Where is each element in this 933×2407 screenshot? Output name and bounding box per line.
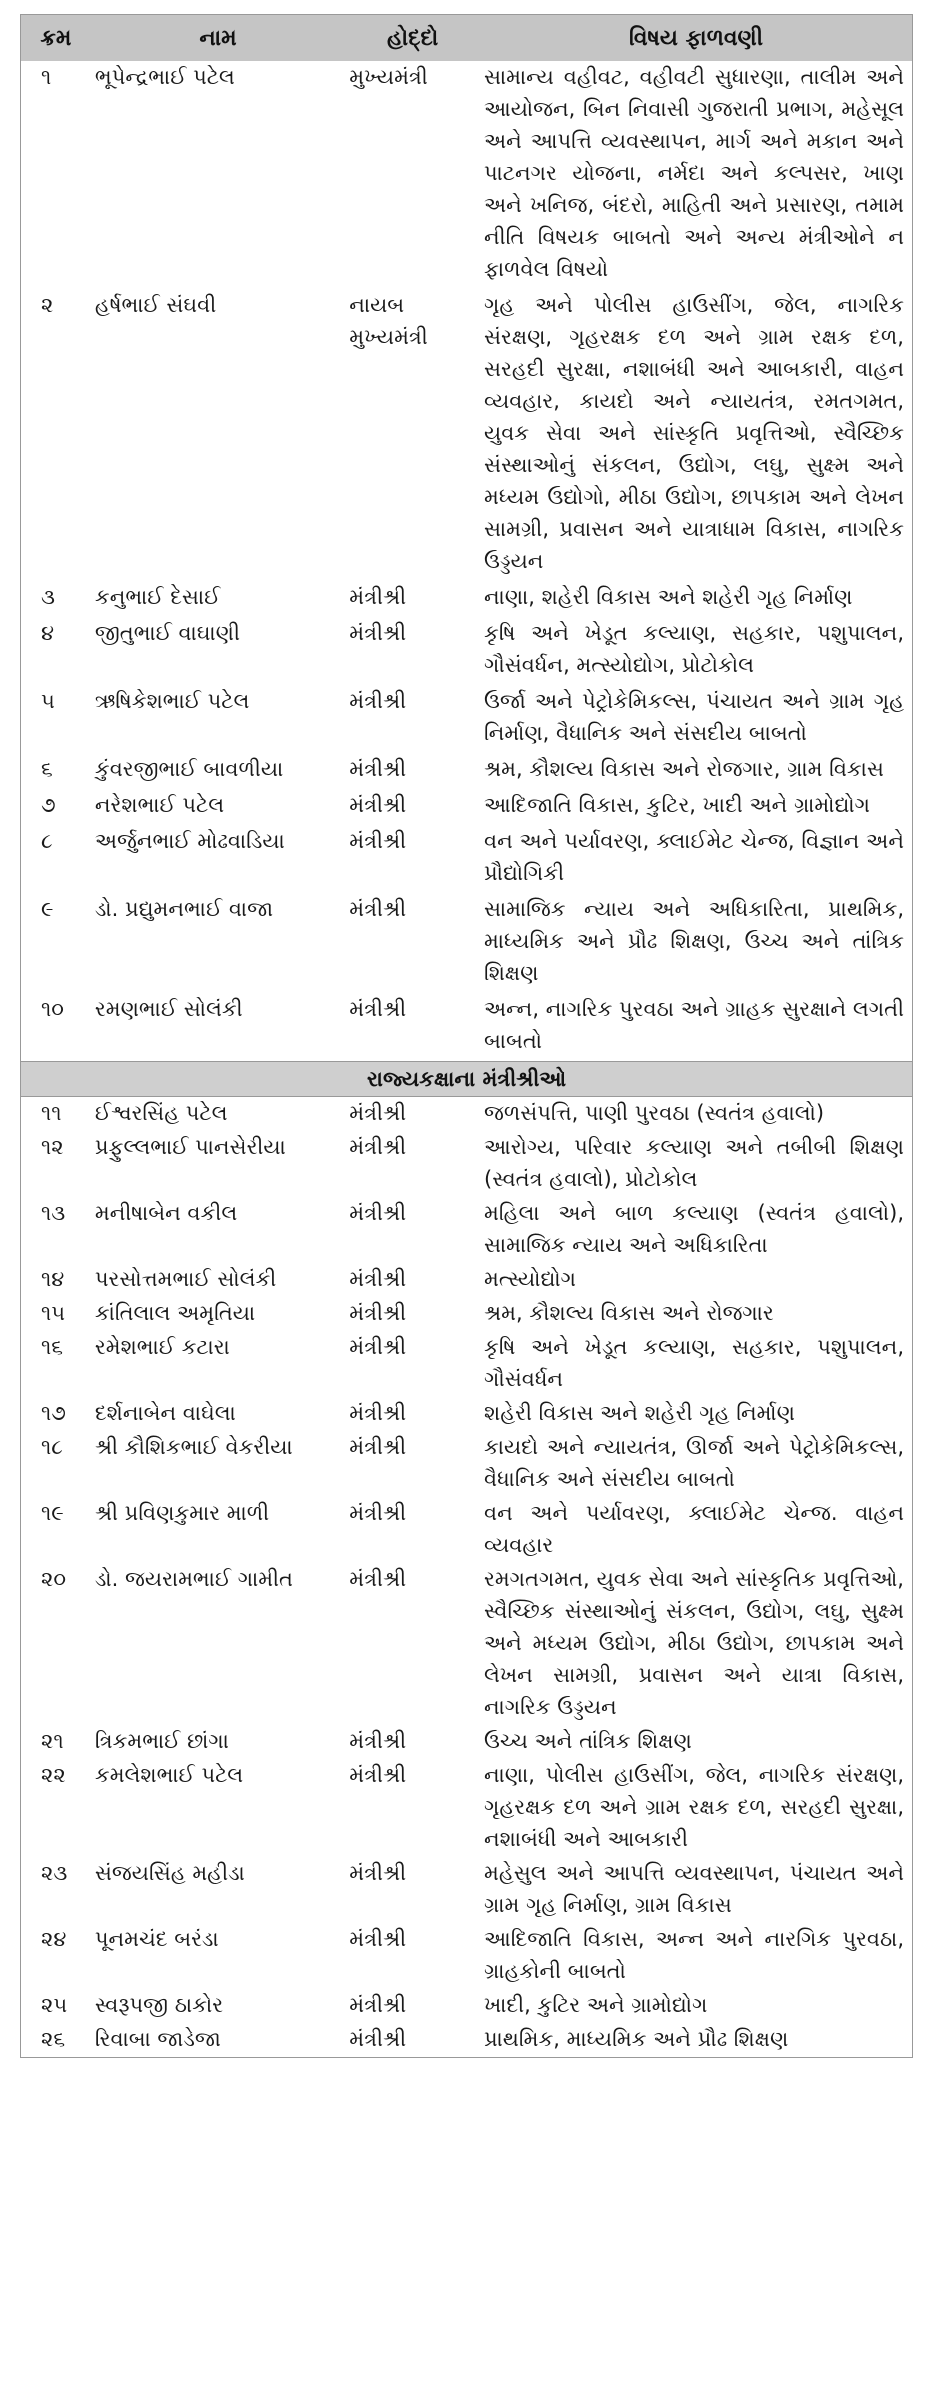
minister-portfolio: કૃષિ અને ખેડૂત કલ્યાણ, સહકાર, પશુપાલન, ગૌસંવર્ધન, મત્સ્યોદ્યોગ, પ્રોટોકોલ — [484, 621, 904, 677]
row-number: ૨૨ — [41, 1763, 66, 1787]
minister-name: દર્શનાબેન વાઘેલા — [94, 1401, 236, 1425]
table-row — [21, 1397, 912, 1429]
row-number: ૨૪ — [41, 1927, 67, 1951]
minister-post: મંત્રીશ્રી — [349, 585, 407, 609]
row-number: ૧૪ — [41, 1267, 65, 1291]
header-post: હોદ્દો — [387, 25, 439, 51]
table-row — [21, 1725, 912, 1757]
table-row — [21, 617, 912, 681]
minister-name: જીતુભાઈ વાઘાણી — [94, 621, 240, 645]
row-number: ૨૩ — [41, 1861, 68, 1885]
table-row — [21, 1923, 912, 1987]
minister-post: મંત્રીશ્રી — [349, 689, 407, 713]
minister-portfolio: ઉચ્ચ અને તાંત્રિક શિક્ષણ — [484, 1729, 692, 1753]
minister-post: મંત્રીશ્રી — [349, 621, 407, 645]
minister-portfolio: ખાદી, કુટિર અને ગ્રામોદ્યોગ — [484, 1993, 708, 2017]
table-row — [21, 1131, 912, 1195]
minister-post: મંત્રીશ્રી — [349, 757, 407, 781]
minister-portfolio: આદિજાતિ વિકાસ, કુટિર, ખાદી અને ગ્રામોદ્યોગ — [484, 793, 870, 817]
minister-name: હર્ષભાઈ સંઘવી — [94, 293, 217, 317]
minister-post: નાયબ મુખ્યમંત્રી — [349, 293, 428, 349]
minister-portfolio: નાણા, પોલીસ હાઉસીંગ, જેલ, નાગરિક સંરક્ષણ, ગૃહરક્ષક દળ અને ગ્રામ રક્ષક દળ, સરહદી સુરક્ષા, નશાબંધી અને આબકારી — [484, 1763, 904, 1851]
row-number: ૧૯ — [41, 1501, 64, 1525]
minister-name: પરસોત્તમભાઈ સોલંકી — [94, 1267, 277, 1291]
minister-name: રમણભાઈ સોલંકી — [94, 997, 243, 1021]
row-number: ૧૬ — [41, 1335, 64, 1359]
minister-name: શ્રી કૌશિકભાઈ વેકરીયા — [94, 1435, 293, 1459]
minister-name: અર્જુનભાઈ મોઢવાડિયા — [94, 829, 285, 853]
minister-name: ત્રિકમભાઈ છાંગા — [94, 1729, 229, 1753]
minister-name: શ્રી પ્રવિણકુમાર માળી — [94, 1501, 270, 1525]
minister-portfolio: કાયદો અને ન્યાયતંત્ર, ઊર્જા અને પેટ્રોકેમિકલ્સ, વૈધાનિક અને સંસદીય બાબતો — [484, 1435, 904, 1491]
minister-portfolio: પ્રાથમિક, માધ્યમિક અને પ્રૌઢ શિક્ષણ — [484, 2027, 789, 2051]
header-portfolio: વિષય ફાળવણી — [628, 25, 764, 51]
table-row — [21, 1759, 912, 1855]
row-number: ૧૭ — [41, 1401, 66, 1425]
table-row — [21, 1989, 912, 2021]
minister-post: મંત્રીશ્રી — [349, 1435, 407, 1459]
minister-post: મંત્રીશ્રી — [349, 1567, 407, 1591]
header-number: ક્રમ — [40, 25, 72, 51]
row-number: ૧૧ — [41, 1101, 62, 1125]
table-header-row — [21, 15, 912, 61]
minister-portfolio: વન અને પર્યાવરણ, ક્લાઈમેટ ચેન્જ. વાહન વ્યવહાર — [484, 1501, 904, 1557]
row-number: ૩ — [41, 585, 55, 609]
row-number: ૧૦ — [41, 997, 64, 1021]
row-number: ૨૬ — [41, 2027, 66, 2051]
minister-post: મંત્રીશ્રી — [349, 897, 407, 921]
table-row — [21, 581, 912, 613]
row-number: ૨૦ — [41, 1567, 66, 1591]
ministers-table — [20, 14, 913, 2058]
minister-name: મનીષાબેન વકીલ — [94, 1201, 238, 1225]
minister-portfolio: આદિજાતિ વિકાસ, અન્ન અને નારગિક પુરવઠા, ગ્રાહકોની બાબતો — [484, 1927, 904, 1983]
row-number: ૧૫ — [41, 1301, 66, 1325]
minister-post: મંત્રીશ્રી — [349, 1763, 407, 1787]
minister-post: મંત્રીશ્રી — [349, 1729, 407, 1753]
row-number: ૨ — [41, 293, 54, 317]
minister-name: ભૂપેન્દ્રભાઈ પટેલ — [94, 65, 235, 89]
table-row — [21, 1431, 912, 1495]
minister-portfolio: વન અને પર્યાવરણ, ક્લાઈમેટ ચેન્જ, વિજ્ઞાન અને પ્રૌદ્યોગિકી — [484, 829, 904, 885]
table-row — [21, 1857, 912, 1921]
table-row — [21, 825, 912, 889]
minister-post: મંત્રીશ્રી — [349, 1401, 407, 1425]
minister-post: મંત્રીશ્રી — [349, 829, 407, 853]
table-row — [21, 1563, 912, 1723]
minister-portfolio: મત્સ્યોદ્યોગ — [484, 1267, 576, 1291]
table-row — [21, 893, 912, 989]
minister-portfolio: જળસંપત્તિ, પાણી પુરવઠા (સ્વતંત્ર હવાલો) — [484, 1101, 825, 1125]
row-number: ૬ — [41, 757, 53, 781]
minister-name: સંજયસિંહ મહીડા — [94, 1861, 245, 1885]
minister-portfolio: મહેસુલ અને આપત્તિ વ્યવસ્થાપન, પંચાયત અને ગ્રામ ગૃહ નિર્માણ, ગ્રામ વિકાસ — [484, 1861, 904, 1917]
minister-post: મંત્રીશ્રી — [349, 1301, 407, 1325]
minister-post: મંત્રીશ્રી — [349, 997, 407, 1021]
row-number: ૧૩ — [41, 1201, 66, 1225]
minister-portfolio: ગૃહ અને પોલીસ હાઉસીંગ, જેલ, નાગરિક સંરક્ષણ, ગૃહરક્ષક દળ અને ગ્રામ રક્ષક દળ, સરહદી સુરક્ષા, નશાબંધી અને આબકારી, વાહન વ્યવહાર, કાયદો અને ન્યાયતંત્ર, રમતગમત, યુવક સેવા અને સાંસ્કૃતિ પ્રવૃત્તિઓ, સ્વૈચ્છિક સંસ્થાઓનું સંકલન, ઉદ્યોગ, લઘુ, સુક્ષ્મ અને મધ્યમ ઉદ્યોગો, મીઠા ઉદ્યોગ, છાપકામ અને લેખન સામગ્રી, પ્રવાસન અને યાત્રાધામ વિકાસ, નાગરિક ઉડ્ડયન — [484, 293, 904, 573]
row-number: ૨૧ — [41, 1729, 64, 1753]
minister-portfolio: સામાન્ય વહીવટ, વહીવટી સુધારણા, તાલીમ અને આયોજન, બિન નિવાસી ગુજરાતી પ્રભાગ, મહેસૂલ અને આપત્તિ વ્યવસ્થાપન, માર્ગ અને મકાન અને પાટનગર યોજના, નર્મદા અને કલ્પસર, ખાણ અને ખનિજ, બંદરો, માહિતી અને પ્રસારણ, તમામ નીતિ વિષયક બાબતો અને અન્ય મંત્રીઓને ન ફાળવેલ વિષયો — [484, 65, 904, 281]
minister-post: મંત્રીશ્રી — [349, 793, 407, 817]
minister-post: મંત્રીશ્રી — [349, 1861, 407, 1885]
minister-name: ડો. જયરામભાઈ ગામીત — [94, 1567, 293, 1591]
row-number: ૭ — [41, 793, 56, 817]
minister-post: મંત્રીશ્રી — [349, 1101, 407, 1125]
minister-name: રમેશભાઈ કટારા — [94, 1335, 230, 1359]
state-ministers-list — [21, 1097, 912, 2055]
table-row — [21, 1197, 912, 1261]
minister-portfolio: આરોગ્ય, પરિવાર કલ્યાણ અને તબીબી શિક્ષણ (સ્વતંત્ર હવાલો), પ્રોટોકોલ — [484, 1135, 904, 1191]
minister-name: કાંતિલાલ અમૃતિયા — [94, 1301, 256, 1325]
minister-name: ઈશ્વરસિંહ પટેલ — [94, 1101, 228, 1125]
header-name: નામ — [199, 25, 237, 51]
table-row — [21, 789, 912, 821]
minister-post: મંત્રીશ્રી — [349, 2027, 407, 2051]
minister-name: સ્વરૂપજી ઠાકોર — [94, 1993, 224, 2017]
minister-post: મંત્રીશ્રી — [349, 1993, 407, 2017]
table-row — [21, 993, 912, 1057]
minister-portfolio: ઉર્જા અને પેટ્રોકેમિકલ્સ, પંચાયત અને ગ્રામ ગૃહ નિર્માણ, વૈધાનિક અને સંસદીય બાબતો — [484, 689, 904, 745]
row-number: ૫ — [41, 689, 55, 713]
table-row — [21, 61, 912, 285]
table-row — [21, 1297, 912, 1329]
row-number: ૯ — [41, 897, 54, 921]
minister-post: મંત્રીશ્રી — [349, 1135, 407, 1159]
minister-portfolio: નાણા, શહેરી વિકાસ અને શહેરી ગૃહ નિર્માણ — [484, 585, 853, 609]
minister-portfolio: શહેરી વિકાસ અને શહેરી ગૃહ નિર્માણ — [484, 1401, 795, 1425]
minister-portfolio: મહિલા અને બાળ કલ્યાણ (સ્વતંત્ર હવાલો), સામાજિક ન્યાય અને અધિકારિતા — [484, 1201, 904, 1257]
table-row — [21, 685, 912, 749]
row-number: ૨૫ — [41, 1993, 68, 2017]
table-row — [21, 753, 912, 785]
minister-name: નરેશભાઈ પટેલ — [94, 793, 225, 817]
minister-name: ડો. પ્રદ્યુમનભાઈ વાજા — [94, 897, 274, 921]
minister-post: મંત્રીશ્રી — [349, 1201, 407, 1225]
minister-portfolio: રમગતગમત, યુવક સેવા અને સાંસ્કૃતિક પ્રવૃત્તિઓ, સ્વૈચ્છિક સંસ્થાઓનું સંકલન, ઉદ્યોગ, લઘુ, સુક્ષ્મ અને મધ્યમ ઉદ્યોગ, મીઠા ઉદ્યોગ, છાપકામ અને લેખન સામગ્રી, પ્રવાસન અને યાત્રા વિકાસ, નાગરિક ઉડ્ડયન — [484, 1567, 904, 1719]
section-title-state-ministers: રાજ્યકક્ષાના મંત્રીશ્રીઓ — [21, 1061, 912, 1097]
row-number: ૮ — [41, 829, 53, 853]
minister-post: મંત્રીશ્રી — [349, 1267, 407, 1291]
minister-portfolio: શ્રમ, કૌશલ્ય વિકાસ અને રોજગાર — [484, 1301, 774, 1325]
minister-name: રિવાબા જાડેજા — [94, 2027, 221, 2051]
minister-name: કનુભાઈ દેસાઈ — [94, 585, 221, 609]
minister-name: પ્રફુલ્લભાઈ પાનસેરીયા — [94, 1135, 286, 1159]
minister-post: મંત્રીશ્રી — [349, 1927, 407, 1951]
table-row — [21, 1097, 912, 1129]
row-number: ૧૮ — [41, 1435, 63, 1459]
minister-portfolio: કૃષિ અને ખેડૂત કલ્યાણ, સહકાર, પશુપાલન, ગૌસંવર્ધન — [484, 1335, 904, 1391]
row-number: ૪ — [41, 621, 55, 645]
minister-name: કમલેશભાઈ પટેલ — [94, 1763, 244, 1787]
minister-portfolio: અન્ન, નાગરિક પુરવઠા અને ગ્રાહક સુરક્ષાને લગતી બાબતો — [484, 997, 904, 1053]
row-number: ૧ — [41, 65, 52, 89]
minister-portfolio: શ્રમ, કૌશલ્ય વિકાસ અને રોજગાર, ગ્રામ વિકાસ — [484, 757, 884, 781]
minister-post: મુખ્યમંત્રી — [349, 65, 428, 89]
table-row — [21, 1331, 912, 1395]
table-row — [21, 2023, 912, 2055]
minister-name: ઋષિકેશભાઈ પટેલ — [94, 689, 250, 713]
minister-post: મંત્રીશ્રી — [349, 1335, 407, 1359]
minister-portfolio: સામાજિક ન્યાય અને અધિકારિતા, પ્રાથમિક, માધ્યમિક અને પ્રૌઢ શિક્ષણ, ઉચ્ચ અને તાંત્રિક શિક્ષણ — [484, 897, 904, 985]
table-row — [21, 1263, 912, 1295]
minister-name: પૂનમચંદ બરંડા — [94, 1927, 219, 1951]
table-row — [21, 1497, 912, 1561]
minister-name: કુંવરજીભાઈ બાવળીયા — [94, 757, 284, 781]
minister-post: મંત્રીશ્રી — [349, 1501, 407, 1525]
table-row — [21, 289, 912, 577]
cabinet-ministers-list — [21, 61, 912, 1057]
row-number: ૧૨ — [41, 1135, 64, 1159]
